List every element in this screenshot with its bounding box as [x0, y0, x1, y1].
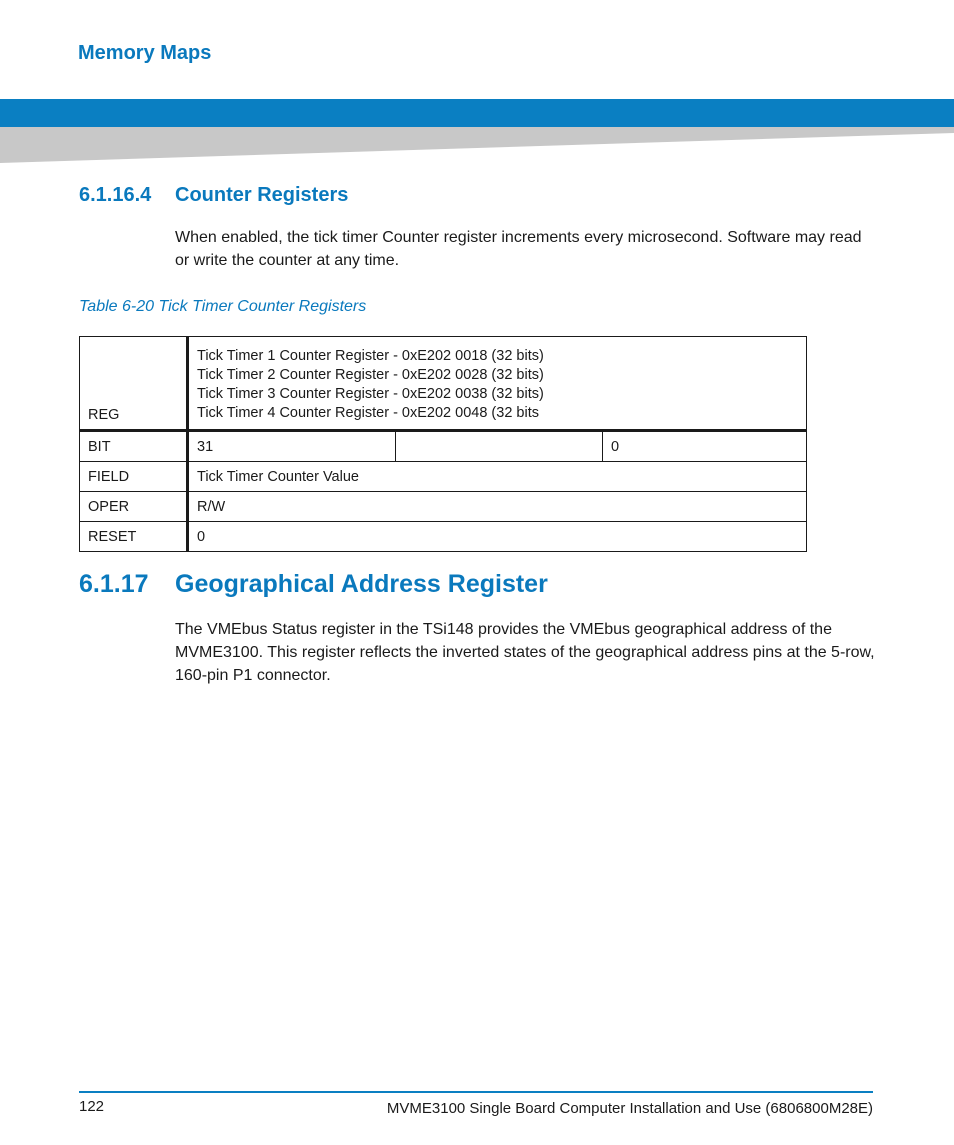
table-row-reset	[80, 522, 807, 552]
running-header-title: Memory Maps	[74, 40, 215, 67]
header-blue-bar	[0, 99, 954, 127]
reg-line: Tick Timer 3 Counter Register - 0xE202 0038 (32 bits)	[197, 386, 544, 402]
subsection-title: Counter Registers	[175, 184, 349, 206]
table-row-bit	[80, 431, 807, 462]
reg-line: Tick Timer 2 Counter Register - 0xE202 0028 (32 bits)	[197, 367, 544, 383]
header-gray-wedge	[0, 127, 954, 163]
table-row-field	[80, 462, 807, 492]
oper-value: R/W	[188, 492, 807, 522]
footer-document-title: MVME3100 Single Board Computer Installation and Use (6806800M28E)	[386, 1100, 873, 1117]
table-caption: Table 6-20 Tick Timer Counter Registers	[79, 298, 367, 315]
reg-line: Tick Timer 4 Counter Register - 0xE202 0048 (32 bits	[197, 405, 539, 421]
reg-addresses	[188, 337, 807, 431]
section-number: 6.1.17	[79, 570, 149, 598]
bit-mid	[396, 431, 603, 462]
bit-high: 31	[188, 431, 396, 462]
subsection-heading	[79, 184, 348, 207]
section-heading	[79, 570, 548, 599]
subsection-number: 6.1.16.4	[79, 184, 152, 206]
table-row-oper	[80, 492, 807, 522]
section-paragraph: The VMEbus Status register in the TSi148 provides the VMEbus geographical address of the MVME3100. This register reflects the inverted states of the geographical address pins at the 5-row, 160-pin P1 connector.	[175, 621, 875, 684]
row-label-bit: BIT	[80, 431, 188, 462]
row-label-reg: REG	[80, 337, 188, 431]
row-label-reset: RESET	[80, 522, 188, 552]
bit-low: 0	[603, 431, 807, 462]
reset-value: 0	[188, 522, 807, 552]
register-table	[79, 336, 807, 552]
reg-line: Tick Timer 1 Counter Register - 0xE202 0018 (32 bits)	[197, 348, 544, 364]
table-row-reg	[80, 337, 807, 431]
row-label-oper: OPER	[80, 492, 188, 522]
page-number: 122	[79, 1098, 105, 1115]
footer-divider	[79, 1091, 873, 1093]
section-title: Geographical Address Register	[175, 570, 548, 598]
field-value: Tick Timer Counter Value	[188, 462, 807, 492]
subsection-paragraph: When enabled, the tick timer Counter register increments every microsecond. Software may read or write the counter at any time.	[175, 229, 862, 269]
row-label-field: FIELD	[80, 462, 188, 492]
